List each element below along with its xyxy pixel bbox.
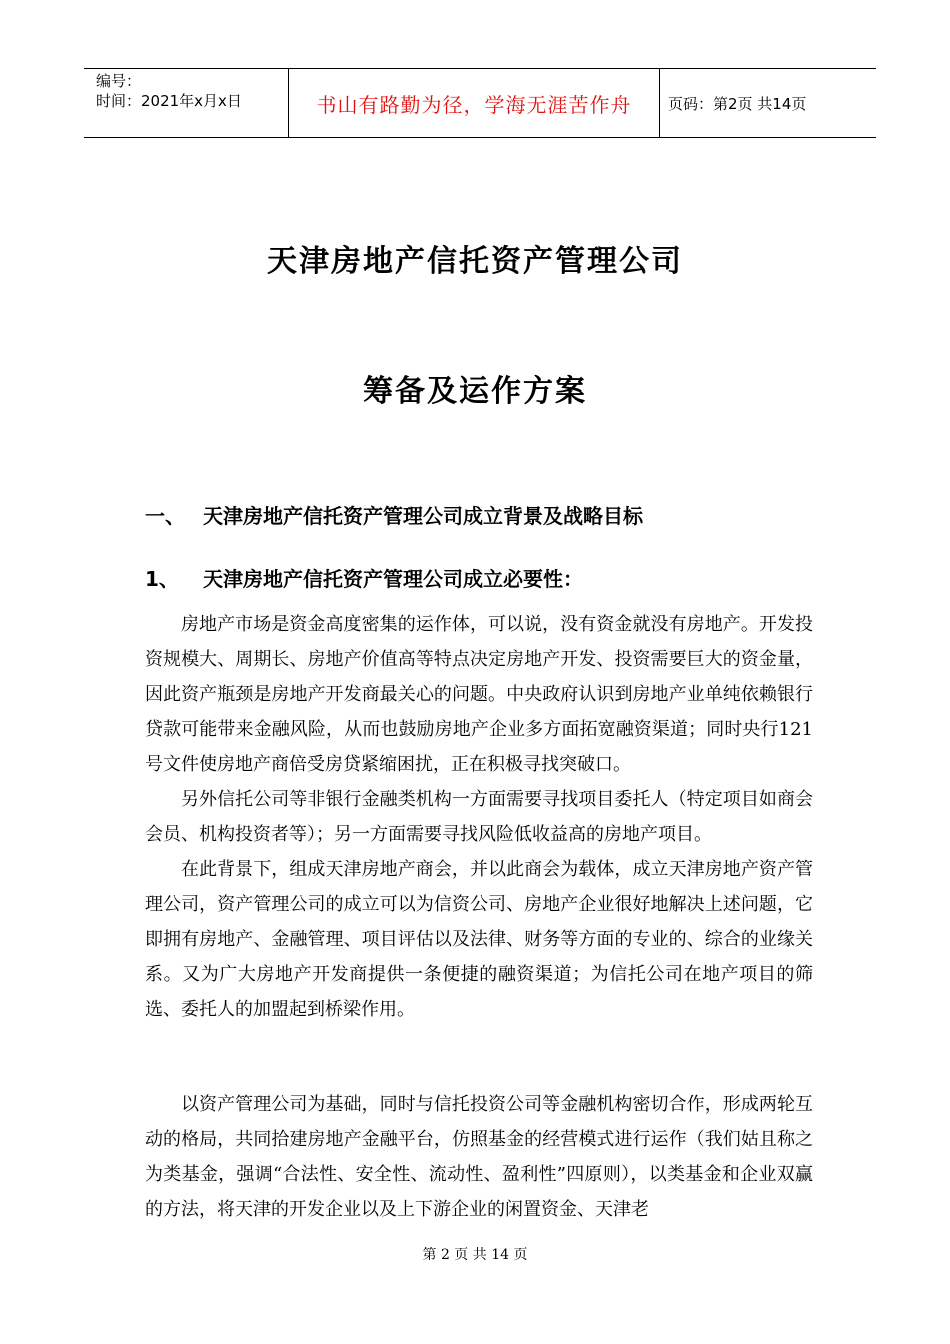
document-title: 天津房地产信托资产管理公司 xyxy=(267,244,683,279)
motto-text: 书山有路勤为径，学海无涯苦作舟 xyxy=(316,92,632,117)
section-title: 天津房地产信托资产管理公司成立背景及战略目标 xyxy=(203,504,643,528)
page-footer: 第 2 页 共 14 页 xyxy=(422,1247,528,1263)
header-meta xyxy=(84,69,288,137)
section-number: 一、 xyxy=(145,504,185,528)
section-heading xyxy=(145,500,643,529)
subsection-number: 1、 xyxy=(145,567,179,591)
time-label: 时间：2021年x月x日 xyxy=(96,92,242,110)
header-motto-cell xyxy=(288,69,660,137)
subsection-heading xyxy=(145,563,583,592)
page-info-text: 页码：第2页 共14页 xyxy=(668,94,807,113)
page-header xyxy=(84,68,876,138)
number-label: 编号： xyxy=(96,72,142,90)
paragraph: 房地产市场是资金高度密集的运作体，可以说，没有资金就没有房地产。开发投资规模大、周期长、房地产价值高等特点决定房地产开发、投资需要巨大的资金量，因此资产瓶颈是房地产开发商最关心的问题。中央政府认识到房地产业单纯依赖银行贷款可能带来金融风险，从而也鼓励房地产企业多方面拓宽融资渠道；同时央行121号文件使房地产商倍受房贷紧缩困扰，正在积极寻找突破口。 xyxy=(145,614,813,775)
paragraph: 在此背景下，组成天津房地产商会，并以此商会为载体，成立天津房地产资产管理公司，资产管理公司的成立可以为信资公司、房地产企业很好地解决上述问题，它即拥有房地产、金融管理、项目评估以及法律、财务等方面的专业的、综合的业缘关系。又为广大房地产开发商提供一条便捷的融资渠道；为信托公司在地产项目的筛选、委托人的加盟起到桥梁作用。 xyxy=(145,859,813,1020)
header-page-info xyxy=(660,69,876,137)
paragraph: 以资产管理公司为基础，同时与信托投资公司等金融机构密切合作，形成两轮互动的格局，共同拾建房地产金融平台，仿照基金的经营模式进行运作（我们姑且称之为类基金，强调“合法性、安全性、流动性、盈利性”四原则），以类基金和企业双赢的方法，将天津的开发企业以及上下游企业的闲置资金、天津老 xyxy=(145,1094,813,1220)
document-subtitle: 筹备及运作方案 xyxy=(363,374,587,409)
paragraph: 另外信托公司等非银行金融类机构一方面需要寻找项目委托人（特定项目如商会会员、机构投资者等）；另一方面需要寻找风险低收益高的房地产项目。 xyxy=(145,789,813,845)
subsection-title: 天津房地产信托资产管理公司成立必要性： xyxy=(203,567,583,591)
